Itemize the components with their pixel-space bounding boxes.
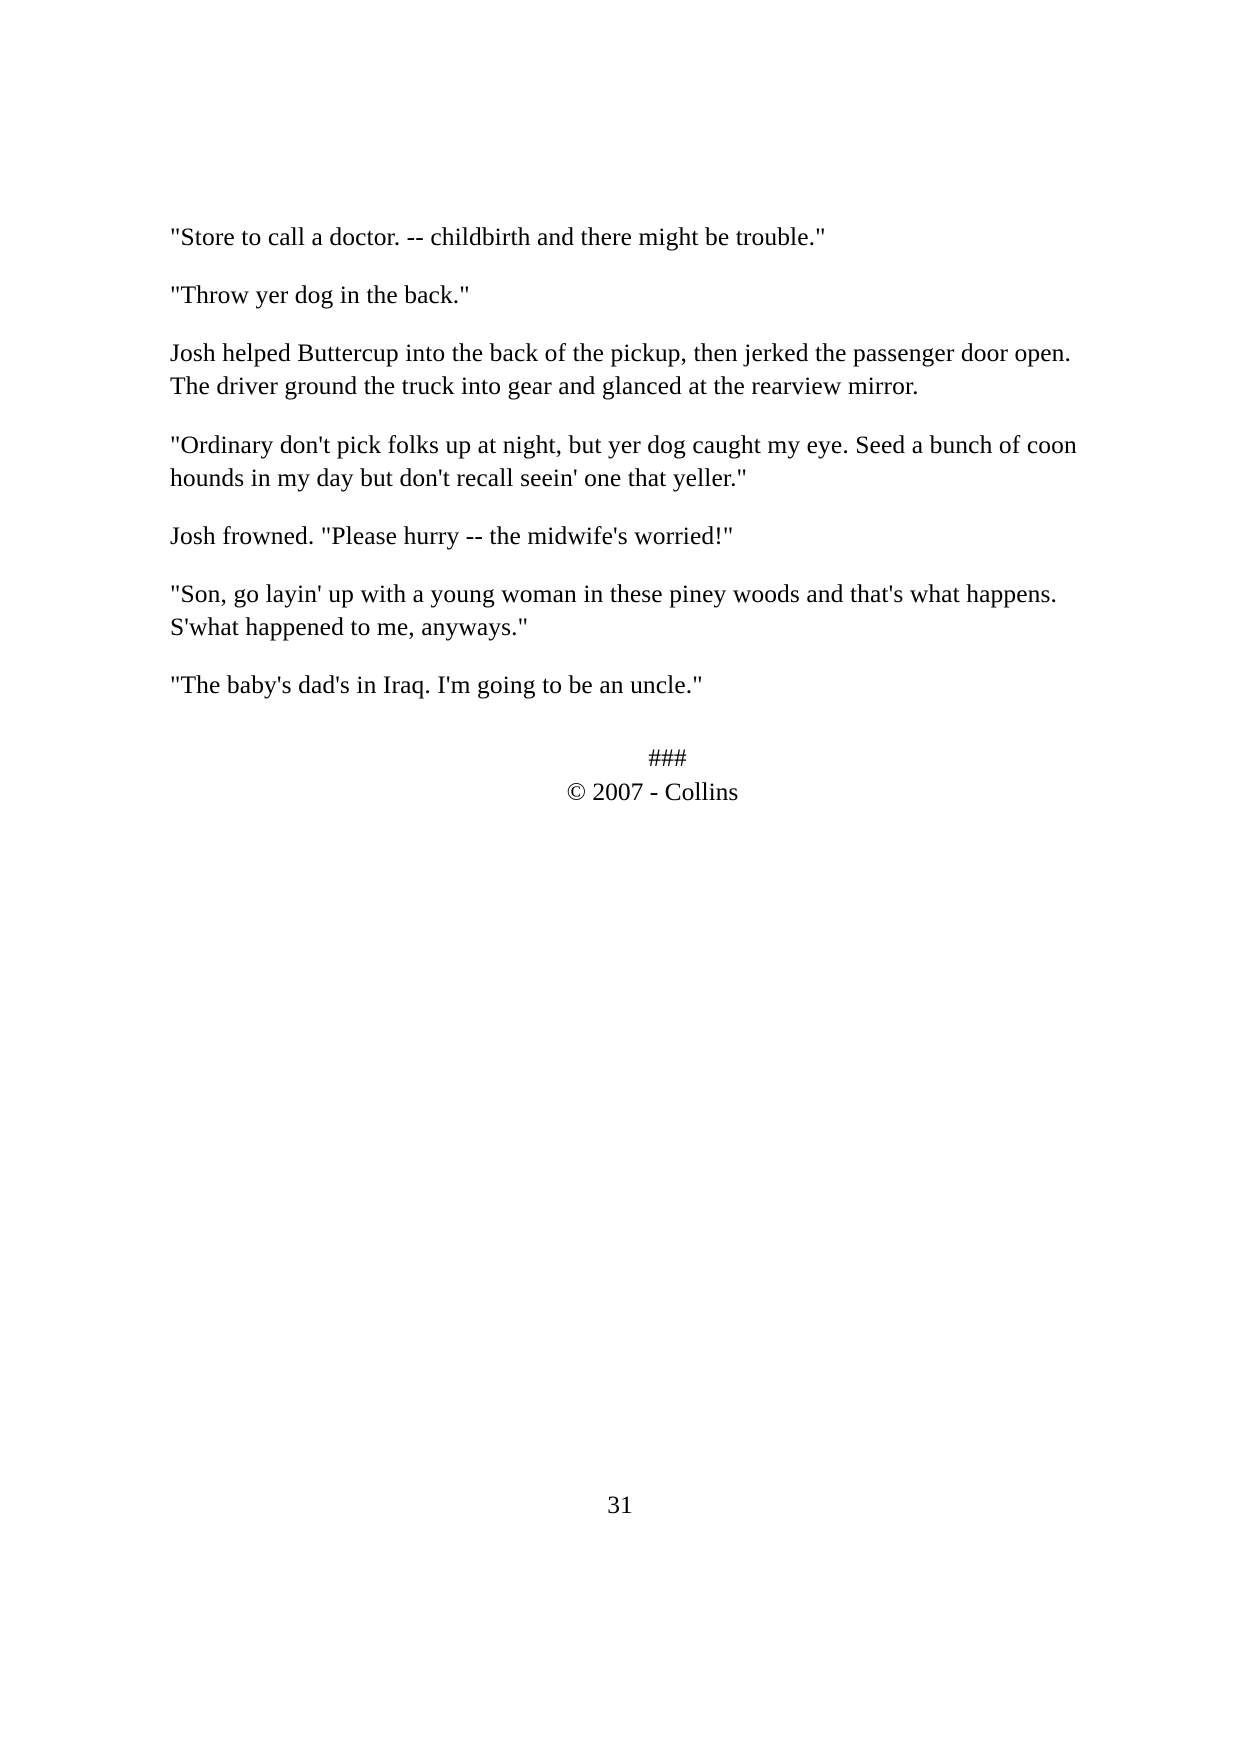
paragraph: "Store to call a doctor. -- childbirth and there might be trouble."	[170, 222, 826, 251]
copyright-line: © 2007 - Collins	[566, 776, 739, 806]
paragraph: Josh helped Buttercup into the back of the pickup, then jerked the passenger door open. The driver ground the truck into gear and glanced at the rearview mirror.	[170, 338, 1071, 401]
paragraph: "The baby's dad's in Iraq. I'm going to be an uncle."	[170, 670, 703, 700]
paragraph: "Ordinary don't pick folks up at night, but yer dog caught my eye. Seed a bunch of coon hounds in my day but don't recall seein' one that yeller."	[170, 429, 1077, 492]
paragraph: Josh frowned. "Please hurry -- the midwife's worried!"	[170, 520, 734, 550]
end-mark: ###	[648, 743, 687, 773]
paragraph: "Throw yer dog in the back."	[170, 280, 470, 310]
end-matter	[170, 741, 1100, 807]
page-number: 31	[607, 1490, 633, 1519]
paragraph: "Son, go layin' up with a young woman in these piney woods and that's what happens. S'what happened to me, anyways."	[170, 578, 1057, 642]
body-text	[170, 220, 1100, 808]
